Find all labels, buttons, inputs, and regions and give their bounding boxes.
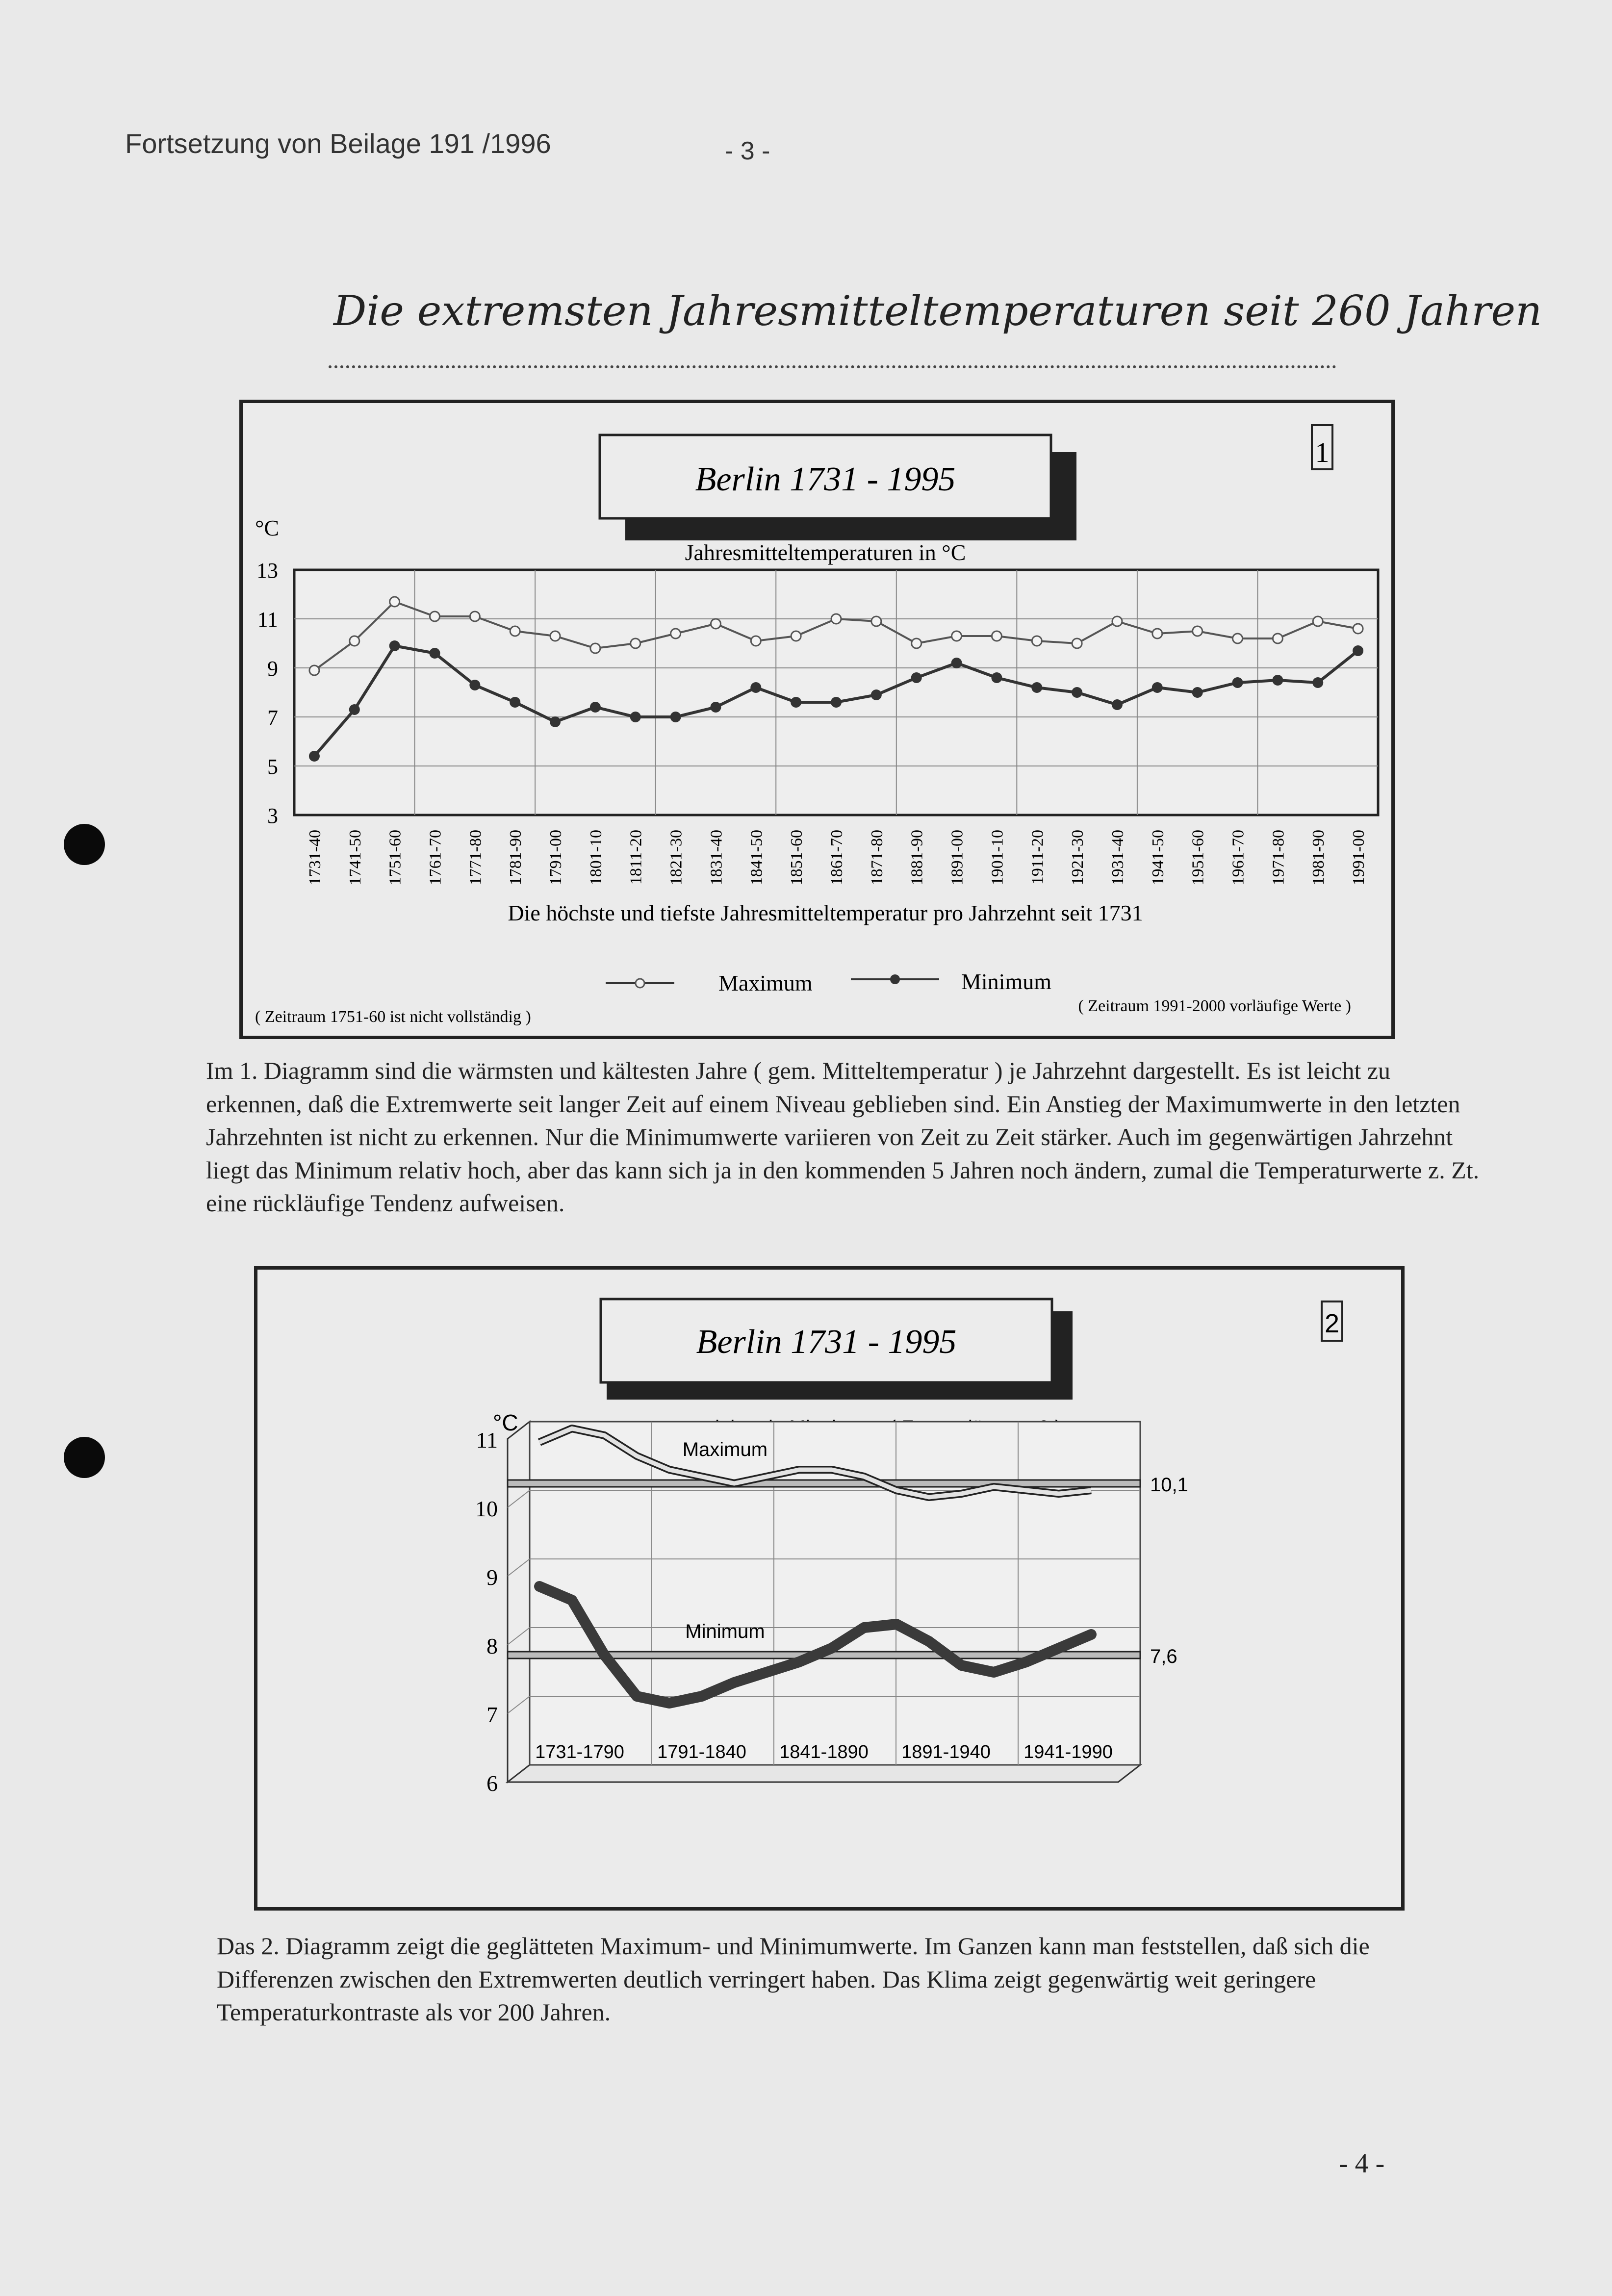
chart1-xtick-label: 1891-00 [948,830,967,886]
chart1-point-minimum [1152,682,1163,693]
chart2-ytick-label: 11 [476,1428,498,1453]
chart1-point-minimum [349,704,360,715]
chart1-point-maximum [510,626,520,636]
chart1-title: Jahresmitteltemperaturen in °C [685,540,966,565]
chart1-xtick-label: 1761-70 [426,830,445,886]
chart1-point-minimum [469,680,480,690]
chart1-legend-max-marker [636,979,644,988]
chart1-xtick-label: 1871-80 [868,830,886,886]
chart1-xtick-label: 1801-10 [587,830,605,886]
chart1-legend-min: Minimum [961,969,1052,994]
chart2-xtick-label: 1791-1840 [657,1742,746,1762]
chart1-point-minimum [1272,675,1283,686]
chart1-legend-min-marker [890,974,900,984]
chart1-xtick-label: 1791-00 [547,830,565,886]
chart1-xtick-label: 1931-40 [1108,830,1127,886]
chart1-xlabel: Die höchste und tiefste Jahresmitteltemperatur pro Jahrzehnt seit 1731 [508,900,1143,925]
chart1-ytick-label: 13 [256,559,278,583]
chart1-point-maximum [430,612,439,621]
chart1-svg [243,403,1391,1036]
chart1-point-minimum [791,697,801,708]
chart1-ytick-label: 7 [267,706,278,730]
chart1-point-maximum [309,665,319,675]
chart1-point-maximum [1152,629,1162,638]
chart1-ylabel: °C [255,515,280,540]
title-underline [329,365,1336,368]
chart1-xtick-label: 1951-60 [1189,830,1207,886]
chart2-ytick-label: 9 [486,1565,498,1590]
chart1-xtick-label: 1831-40 [707,830,726,886]
chart1-point-maximum [631,638,640,648]
chart2-number: 2 [1324,1309,1340,1338]
chart1-point-minimum [590,702,601,713]
chart1-xtick-label: 1961-70 [1229,830,1248,886]
chart1-point-minimum [670,712,681,722]
chart1-ytick-label: 5 [267,755,278,779]
chart1-legend-max: Maximum [718,970,813,995]
chart1-point-minimum [831,697,842,708]
chart1-xtick-label: 1941-50 [1149,830,1167,886]
paragraph-2: Das 2. Diagramm zeigt die geglätteten Maximum- und Minimumwerte. Im Ganzen kann man feststellen, daß sich die Differenzen zwischen den Extremwerten deutlich verringert haben. Das Klima zeigt gegenwärtig weit geringere Temperaturkontraste als vor 200 Jahren. [217,1932,1370,2026]
chart1-point-maximum [590,643,600,653]
chart1-ytick-label: 9 [267,657,278,681]
chart1-xtick-label: 1971-80 [1269,830,1288,886]
chart2-frame [254,1266,1405,1911]
chart1-point-maximum [992,631,1001,641]
chart2-box-title: Berlin 1731 - 1995 [696,1323,957,1361]
chart1-point-minimum [951,658,962,668]
chart2-xtick-label: 1941-1990 [1023,1742,1113,1762]
header-reference: Fortsetzung von Beilage 191 /1996 [125,128,551,159]
chart2-mean-label-minimum: 7,6 [1150,1646,1177,1667]
header-page-number: - 3 - [725,137,770,165]
chart1-point-maximum [1313,616,1323,626]
chart1-point-minimum [1353,645,1363,656]
chart1-point-maximum [751,636,761,646]
chart1-xtick-label: 1821-30 [667,830,686,886]
chart1-point-minimum [911,672,922,683]
chart1-point-minimum [750,682,761,693]
chart1-xtick-label: 1881-90 [908,830,926,886]
chart1-note-right: ( Zeitraum 1991-2000 vorläufige Werte ) [1078,997,1351,1015]
chart1-xtick-label: 1781-90 [507,830,525,886]
chart1-point-maximum [550,631,560,641]
page-title: Die extremsten Jahresmitteltemperaturen seit 260 Jahren [333,287,1542,335]
chart1-point-minimum [510,697,520,708]
chart1-point-maximum [671,629,681,638]
chart1-point-maximum [1193,626,1203,636]
chart2-floor [508,1765,1140,1782]
chart1-point-maximum [470,612,480,621]
chart1-point-maximum [1233,634,1243,643]
chart1-point-maximum [711,619,720,629]
chart1-note-left: ( Zeitraum 1751-60 ist nicht vollständig ) [255,1008,531,1026]
punch-hole-upper [64,824,105,865]
chart1-xtick-label: 1771-80 [466,830,485,886]
chart1-point-minimum [871,689,882,700]
chart1-point-maximum [1072,638,1082,648]
chart1-xtick-label: 1841-50 [747,830,766,886]
chart1-xtick-label: 1901-10 [988,830,1007,886]
chart2-series-label-minimum: Minimum [685,1621,765,1642]
chart2-ytick-label: 10 [475,1496,498,1521]
chart1-point-minimum [309,751,320,762]
chart2-mean-label-maximum: 10,1 [1150,1474,1188,1496]
chart1-xtick-label: 1981-90 [1309,830,1328,886]
chart2-ylabel: °C [493,1410,518,1435]
chart1-point-maximum [1353,624,1363,634]
chart1-point-maximum [831,614,841,624]
chart1-point-maximum [791,631,801,641]
chart1-point-maximum [1112,616,1122,626]
chart1-point-minimum [1232,677,1243,688]
chart1-ytick-label: 11 [257,608,278,632]
chart1-point-minimum [1312,677,1323,688]
chart1-point-minimum [429,648,440,659]
chart1-point-minimum [389,640,400,651]
chart2-svg [257,1270,1401,1907]
chart1-point-minimum [550,716,561,727]
chart2-xtick-label: 1841-1890 [779,1742,869,1762]
chart2-ytick-label: 8 [486,1633,498,1658]
chart1-xtick-label: 1741-50 [346,830,364,886]
chart1-point-maximum [390,597,400,607]
paragraph-1: Im 1. Diagramm sind die wärmsten und kältesten Jahre ( gem. Mitteltemperatur ) je Jahrzehnt dargestellt. Es ist leicht zu erkennen, daß die Extremwerte seit langer Zeit auf einem Niveau geblieben sind. Ein Anstieg der Maximumwerte in den letzten Jahrzehnten ist nicht zu erkennen. Nur die Minimumwerte variieren von Zeit zu Zeit stärker. Auch im gegenwärtigen Jahrzehnt liegt das Minimum relativ hoch, aber das kann sich ja in den kommenden 5 Jahren noch ändern, zumal die Temperaturwerte z. Zt. eine rückläufige Tendenz aufweisen. [206,1057,1480,1217]
chart1-xtick-label: 1851-60 [788,830,806,886]
chart1-point-minimum [1072,687,1082,698]
chart1-point-minimum [630,712,641,722]
chart1-point-minimum [991,672,1002,683]
chart1-box-title: Berlin 1731 - 1995 [695,460,956,498]
chart1-point-minimum [1112,699,1123,710]
chart2-ytick-label: 7 [486,1702,498,1727]
chart1-point-maximum [350,636,359,646]
chart1-point-maximum [1273,634,1282,643]
chart1-ytick-label: 3 [267,804,278,828]
chart1-point-minimum [1031,682,1042,693]
chart1-plot-area [294,570,1378,815]
chart2-ytick-label: 6 [486,1771,498,1796]
footer-next-page: - 4 - [1339,2148,1385,2179]
chart2-series-label-maximum: Maximum [682,1439,768,1460]
chart2-left-wall [508,1422,530,1782]
chart1-point-maximum [871,616,881,626]
chart1-point-maximum [1032,636,1042,646]
chart1-xtick-label: 1751-60 [386,830,405,886]
chart1-xtick-label: 1731-40 [306,830,324,886]
chart1-xtick-label: 1921-30 [1069,830,1087,886]
chart1-frame [239,400,1395,1039]
chart2-xtick-label: 1731-1790 [535,1742,624,1762]
punch-hole-lower [64,1437,105,1478]
chart1-xtick-label: 1991-00 [1350,830,1368,886]
chart2-mean-band-maximum [508,1480,1140,1487]
chart2-xtick-label: 1891-1940 [901,1742,991,1762]
chart1-xtick-label: 1811-20 [627,830,645,885]
chart1-point-maximum [912,638,921,648]
chart1-number: 1 [1315,436,1330,468]
chart1-point-maximum [952,631,962,641]
chart1-point-minimum [1192,687,1203,698]
chart1-point-minimum [710,702,721,713]
chart1-xtick-label: 1861-70 [828,830,846,886]
chart1-xtick-label: 1911-20 [1028,830,1047,885]
